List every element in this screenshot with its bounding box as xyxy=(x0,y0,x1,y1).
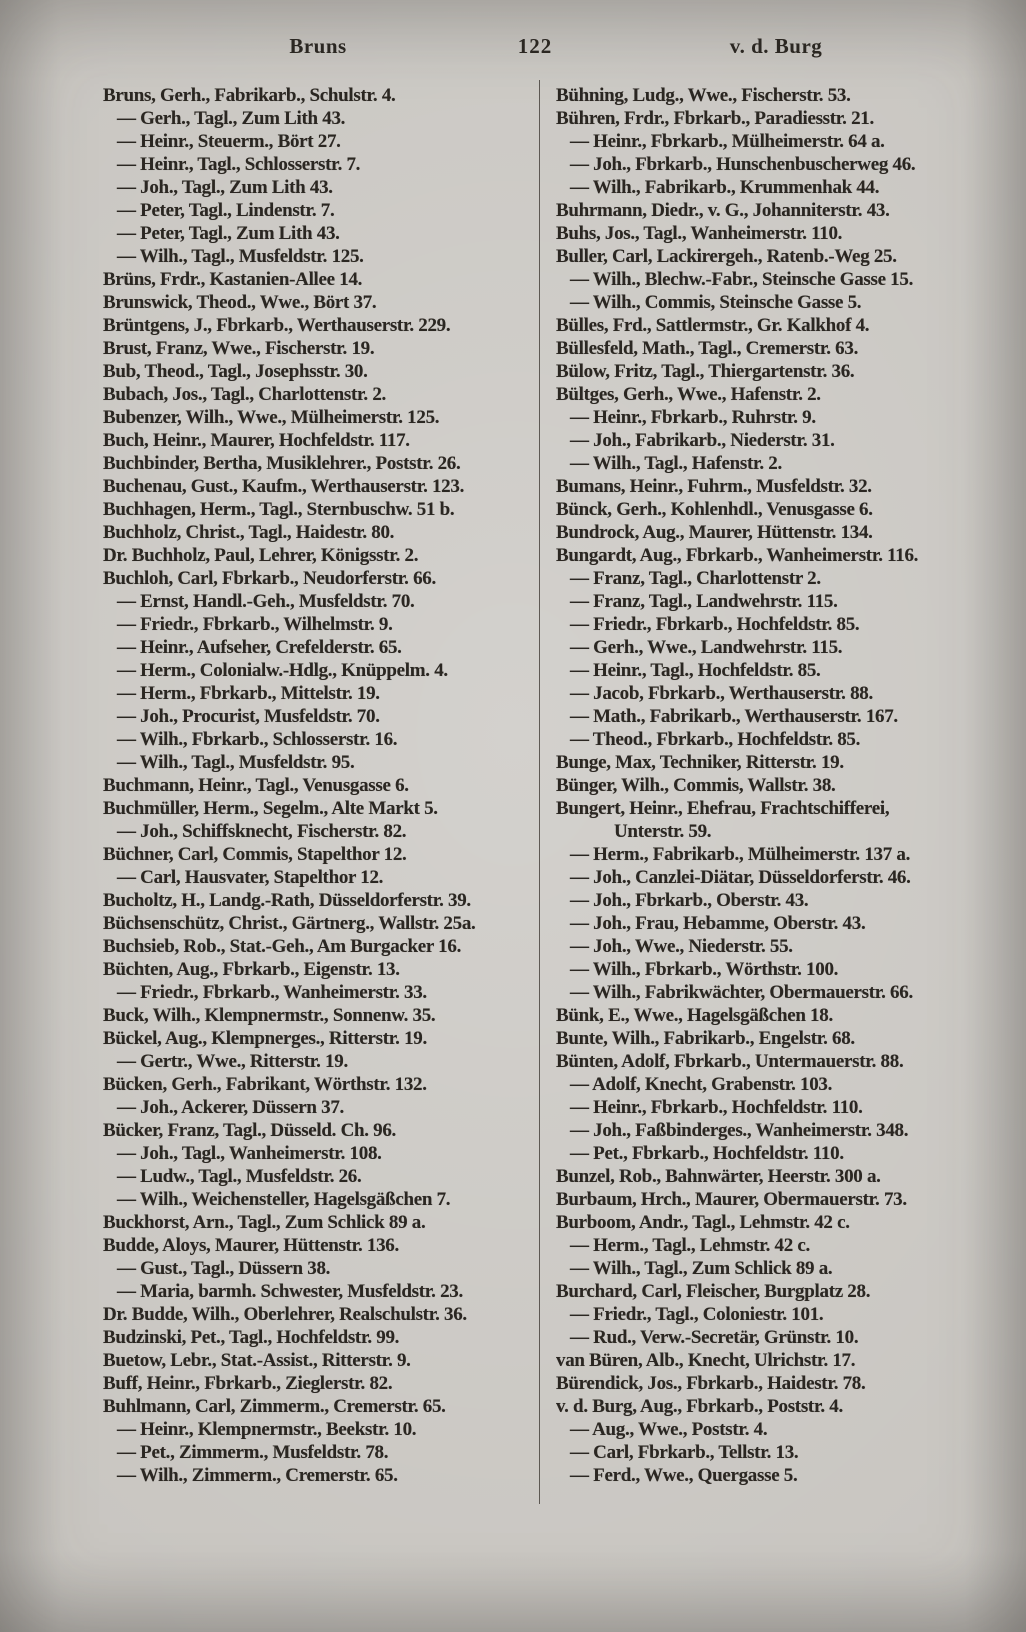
directory-entry: — Aug., Wwe., Poststr. 4. xyxy=(570,1419,768,1440)
directory-entry: Brust, Franz, Wwe., Fischerstr. 19. xyxy=(103,338,375,359)
directory-entry: Bunge, Max, Techniker, Ritterstr. 19. xyxy=(556,752,844,773)
directory-entry: — Theod., Fbrkarb., Hochfeldstr. 85. xyxy=(570,729,861,750)
directory-entry: Bünger, Wilh., Commis, Wallstr. 38. xyxy=(556,775,836,796)
directory-entry: — Joh., Wwe., Niederstr. 55. xyxy=(570,936,793,957)
directory-entry: — Wilh., Tagl., Musfeldstr. 125. xyxy=(117,246,364,267)
directory-entry: Bülow, Fritz, Tagl., Thiergartenstr. 36. xyxy=(556,361,855,382)
directory-entry: — Carl, Hausvater, Stapelthor 12. xyxy=(117,867,384,888)
directory-entry: — Joh., Fabrikarb., Niederstr. 31. xyxy=(570,430,835,451)
directory-entry: Budde, Aloys, Maurer, Hüttenstr. 136. xyxy=(103,1235,399,1256)
directory-entry: — Ernst, Handl.-Geh., Musfeldstr. 70. xyxy=(117,591,415,612)
directory-entry: Unterstr. 59. xyxy=(614,821,712,842)
directory-entry: Bungardt, Aug., Fbrkarb., Wanheimerstr. 116. xyxy=(556,545,919,566)
directory-entry: — Wilh., Tagl., Hafenstr. 2. xyxy=(570,453,782,474)
directory-entry: van Büren, Alb., Knecht, Ulrichstr. 17. xyxy=(556,1350,856,1371)
page-number: 122 xyxy=(517,34,553,58)
directory-entry: — Ludw., Tagl., Musfeldstr. 26. xyxy=(117,1166,362,1187)
directory-entry: — Heinr., Steuerm., Bört 27. xyxy=(117,131,341,152)
directory-entry: — Heinr., Tagl., Hochfeldstr. 85. xyxy=(570,660,821,681)
directory-entry: — Herm., Fabrikarb., Mülheimerstr. 137 a. xyxy=(570,844,911,865)
directory-entry: — Wilh., Zimmerm., Cremerstr. 65. xyxy=(117,1465,398,1486)
directory-entry: Burboom, Andr., Tagl., Lehmstr. 42 c. xyxy=(556,1212,850,1233)
directory-entry: — Peter, Tagl., Zum Lith 43. xyxy=(117,223,340,244)
directory-entry: Bruns, Gerh., Fabrikarb., Schulstr. 4. xyxy=(103,85,396,106)
directory-entry: — Heinr., Fbrkarb., Mülheimerstr. 64 a. xyxy=(570,131,885,152)
directory-entry: — Gerh., Tagl., Zum Lith 43. xyxy=(117,108,346,129)
directory-entry: — Herm., Tagl., Lehmstr. 42 c. xyxy=(570,1235,810,1256)
directory-entry: Bünk, E., Wwe., Hagelsgäßchen 18. xyxy=(556,1005,833,1026)
directory-entry: Burchard, Carl, Fleischer, Burgplatz 28. xyxy=(556,1281,871,1302)
directory-entry: Buckhorst, Arn., Tagl., Zum Schlick 89 a. xyxy=(103,1212,426,1233)
directory-entry: Buchsieb, Rob., Stat.-Geh., Am Burgacker 16. xyxy=(103,936,462,957)
directory-entry: — Joh., Schiffsknecht, Fischerstr. 82. xyxy=(117,821,407,842)
directory-entry: — Heinr., Aufseher, Crefelderstr. 65. xyxy=(117,637,402,658)
directory-entry: — Wilh., Weichensteller, Hagelsgäßchen 7. xyxy=(117,1189,451,1210)
directory-entry: Dr. Buchholz, Paul, Lehrer, Königsstr. 2. xyxy=(103,545,419,566)
directory-entry: Bünten, Adolf, Fbrkarb., Untermauerstr. 88. xyxy=(556,1051,904,1072)
directory-entry: — Maria, barmh. Schwester, Musfeldstr. 23. xyxy=(117,1281,463,1302)
directory-entry: — Rud., Verw.-Secretär, Grünstr. 10. xyxy=(570,1327,859,1348)
directory-entry: Buchbinder, Bertha, Musiklehrer., Poststr. 26. xyxy=(103,453,461,474)
directory-entry: — Herm., Colonialw.-Hdlg., Knüppelm. 4. xyxy=(117,660,448,681)
directory-entry: Bückel, Aug., Klempnerges., Ritterstr. 19. xyxy=(103,1028,427,1049)
directory-entry: — Gust., Tagl., Düssern 38. xyxy=(117,1258,331,1279)
directory-entry: — Joh., Frau, Hebamme, Oberstr. 43. xyxy=(570,913,866,934)
directory-entry: Buchenau, Gust., Kaufm., Werthauserstr. 123. xyxy=(103,476,465,497)
directory-entry: Buck, Wilh., Klempnermstr., Sonnenw. 35. xyxy=(103,1005,436,1026)
directory-entry: Bühning, Ludg., Wwe., Fischerstr. 53. xyxy=(556,85,851,106)
directory-entry: Buhlmann, Carl, Zimmerm., Cremerstr. 65. xyxy=(103,1396,446,1417)
directory-entry: Burbaum, Hrch., Maurer, Obermauerstr. 73. xyxy=(556,1189,907,1210)
directory-entry: — Herm., Fbrkarb., Mittelstr. 19. xyxy=(117,683,380,704)
directory-entry: — Gerh., Wwe., Landwehrstr. 115. xyxy=(570,637,843,658)
directory-entry: — Franz, Tagl., Charlottenstr 2. xyxy=(570,568,821,589)
directory-entry: — Joh., Tagl., Zum Lith 43. xyxy=(117,177,333,198)
directory-entry: — Math., Fabrikarb., Werthauserstr. 167. xyxy=(570,706,898,727)
directory-entry: — Wilh., Commis, Steinsche Gasse 5. xyxy=(570,292,862,313)
directory-entry: Bunte, Wilh., Fabrikarb., Engelstr. 68. xyxy=(556,1028,855,1049)
directory-entry: Bünck, Gerh., Kohlenhdl., Venusgasse 6. xyxy=(556,499,873,520)
directory-entry: Büllesfeld, Math., Tagl., Cremerstr. 63. xyxy=(556,338,859,359)
directory-entry: Bub, Theod., Tagl., Josephsstr. 30. xyxy=(103,361,368,382)
directory-entry: — Adolf, Knecht, Grabenstr. 103. xyxy=(570,1074,833,1095)
directory-entry: Bücker, Franz, Tagl., Düsseld. Ch. 96. xyxy=(103,1120,397,1141)
directory-entry: — Wilh., Fbrkarb., Wörthstr. 100. xyxy=(570,959,839,980)
directory-entry: — Jacob, Fbrkarb., Werthauserstr. 88. xyxy=(570,683,873,704)
directory-entry: Büchsenschütz, Christ., Gärtnerg., Wallstr. 25a. xyxy=(103,913,476,934)
directory-entry: Brunswick, Theod., Wwe., Bört 37. xyxy=(103,292,377,313)
right-column xyxy=(556,84,984,1504)
directory-entry: — Wilh., Tagl., Zum Schlick 89 a. xyxy=(570,1258,833,1279)
directory-entry: Buetow, Lebr., Stat.-Assist., Ritterstr. 9. xyxy=(103,1350,411,1371)
directory-entry: Buff, Heinr., Fbrkarb., Zieglerstr. 82. xyxy=(103,1373,393,1394)
column-divider xyxy=(539,80,540,1504)
header-keyword-left: Bruns xyxy=(289,34,347,58)
directory-entry: Büchten, Aug., Fbrkarb., Eigenstr. 13. xyxy=(103,959,400,980)
directory-entry: — Joh., Procurist, Musfeldstr. 70. xyxy=(117,706,380,727)
directory-entry: Bumans, Heinr., Fuhrm., Musfeldstr. 32. xyxy=(556,476,872,497)
directory-entry: Bubenzer, Wilh., Wwe., Mülheimerstr. 125. xyxy=(103,407,440,428)
directory-entry: — Friedr., Fbrkarb., Hochfeldstr. 85. xyxy=(570,614,860,635)
directory-entry: — Joh., Canzlei-Diätar, Düsseldorferstr. 46. xyxy=(570,867,911,888)
directory-entry: — Joh., Ackerer, Düssern 37. xyxy=(117,1097,344,1118)
directory-entry: — Wilh., Fabrikwächter, Obermauerstr. 66. xyxy=(570,982,913,1003)
directory-entry: — Friedr., Tagl., Coloniestr. 101. xyxy=(570,1304,824,1325)
directory-entry: Buchloh, Carl, Fbrkarb., Neudorferstr. 66. xyxy=(103,568,436,589)
directory-entry: — Friedr., Fbrkarb., Wilhelmstr. 9. xyxy=(117,614,393,635)
directory-entry: Buch, Heinr., Maurer, Hochfeldstr. 117. xyxy=(103,430,410,451)
header-keyword-right: v. d. Burg xyxy=(729,34,823,58)
directory-entry: Buchholz, Christ., Tagl., Haidestr. 80. xyxy=(103,522,395,543)
directory-entry: — Joh., Fbrkarb., Oberstr. 43. xyxy=(570,890,809,911)
directory-entry: Budzinski, Pet., Tagl., Hochfeldstr. 99. xyxy=(103,1327,400,1348)
left-column xyxy=(103,84,535,1504)
directory-entry: Buhrmann, Diedr., v. G., Johanniterstr. 43. xyxy=(556,200,890,221)
directory-entry: Bültges, Gerh., Wwe., Hafenstr. 2. xyxy=(556,384,821,405)
directory-entry: — Joh., Tagl., Wanheimerstr. 108. xyxy=(117,1143,382,1164)
directory-entry: — Joh., Faßbinderges., Wanheimerstr. 348. xyxy=(570,1120,909,1141)
directory-entry: Bundrock, Aug., Maurer, Hüttenstr. 134. xyxy=(556,522,873,543)
directory-entry: Buchmüller, Herm., Segelm., Alte Markt 5. xyxy=(103,798,438,819)
directory-entry: — Wilh., Tagl., Musfeldstr. 95. xyxy=(117,752,355,773)
directory-entry: Dr. Budde, Wilh., Oberlehrer, Realschulstr. 36. xyxy=(103,1304,467,1325)
directory-entry: v. d. Burg, Aug., Fbrkarb., Poststr. 4. xyxy=(556,1396,843,1417)
directory-entry: Buchmann, Heinr., Tagl., Venusgasse 6. xyxy=(103,775,409,796)
directory-entry: — Heinr., Klempnermstr., Beekstr. 10. xyxy=(117,1419,417,1440)
directory-entry: — Heinr., Fbrkarb., Ruhrstr. 9. xyxy=(570,407,816,428)
directory-entry: — Pet., Zimmerm., Musfeldstr. 78. xyxy=(117,1442,389,1463)
directory-entry: Buhs, Jos., Tagl., Wanheimerstr. 110. xyxy=(556,223,843,244)
directory-entry: — Joh., Fbrkarb., Hunschenbuscherweg 46. xyxy=(570,154,916,175)
directory-entry: Büchner, Carl, Commis, Stapelthor 12. xyxy=(103,844,407,865)
directory-entry: Bubach, Jos., Tagl., Charlottenstr. 2. xyxy=(103,384,386,405)
directory-entry: — Heinr., Fbrkarb., Hochfeldstr. 110. xyxy=(570,1097,863,1118)
directory-entry: — Franz, Tagl., Landwehrstr. 115. xyxy=(570,591,838,612)
directory-entry: Bungert, Heinr., Ehefrau, Frachtschifferei, xyxy=(556,798,890,819)
directory-entry: — Peter, Tagl., Lindenstr. 7. xyxy=(117,200,335,221)
directory-entry: Brüns, Frdr., Kastanien-Allee 14. xyxy=(103,269,363,290)
directory-entry: Buchhagen, Herm., Tagl., Sternbuschw. 51 b. xyxy=(103,499,455,520)
directory-entry: Brüntgens, J., Fbrkarb., Werthauserstr. 229. xyxy=(103,315,451,336)
directory-entry: Bülles, Frd., Sattlermstr., Gr. Kalkhof 4. xyxy=(556,315,870,336)
directory-entry: Bühren, Frdr., Fbrkarb., Paradiesstr. 21. xyxy=(556,108,874,129)
page-header xyxy=(0,34,1026,64)
directory-entry: — Wilh., Blechw.-Fabr., Steinsche Gasse 15. xyxy=(570,269,914,290)
directory-entry: — Wilh., Fabrikarb., Krummenhak 44. xyxy=(570,177,880,198)
directory-entry: — Carl, Fbrkarb., Tellstr. 13. xyxy=(570,1442,799,1463)
directory-entry: — Pet., Fbrkarb., Hochfeldstr. 110. xyxy=(570,1143,844,1164)
directory-entry: — Gertr., Wwe., Ritterstr. 19. xyxy=(117,1051,348,1072)
directory-entry: — Heinr., Tagl., Schlosserstr. 7. xyxy=(117,154,361,175)
directory-entry: Bucholtz, H., Landg.-Rath, Düsseldorferstr. 39. xyxy=(103,890,471,911)
directory-entry: Buller, Carl, Lackirergeh., Ratenb.-Weg 25. xyxy=(556,246,897,267)
directory-entry: — Friedr., Fbrkarb., Wanheimerstr. 33. xyxy=(117,982,427,1003)
directory-entry: Bücken, Gerh., Fabrikant, Wörthstr. 132. xyxy=(103,1074,427,1095)
directory-entry: Bürendick, Jos., Fbrkarb., Haidestr. 78. xyxy=(556,1373,866,1394)
directory-entry: — Wilh., Fbrkarb., Schlosserstr. 16. xyxy=(117,729,398,750)
directory-entry: — Ferd., Wwe., Quergasse 5. xyxy=(570,1465,798,1486)
directory-entry: Bunzel, Rob., Bahnwärter, Heerstr. 300 a. xyxy=(556,1166,881,1187)
